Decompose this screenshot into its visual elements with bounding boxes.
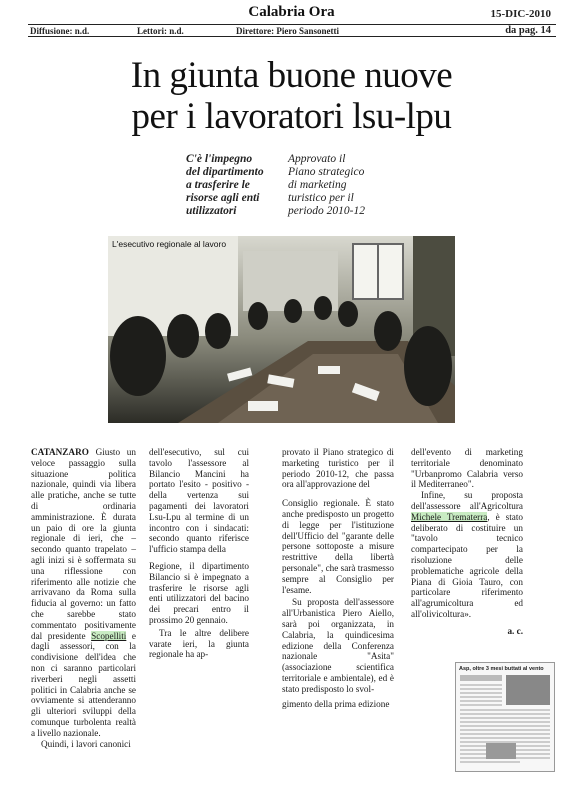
headline-line-1: In giunta buone nuove	[130, 55, 453, 96]
header-rule-bottom	[28, 36, 556, 37]
photo-caption: L'esecutivo regionale al lavoro	[112, 239, 227, 249]
header-rule-top	[28, 24, 556, 25]
article-column-3: provato il Piano strategico di marketing turistico per il periodo 2010-12, che passa ora all'approvazione del Consiglio regionale. È stato anche predisposto un progetto di legge per l'istituzione dell'Ufficio del "garante delle persone sottoposte a misure restrittive della libertà personale", che sarà trasmesso sempre al Consiglio per l'esame. Su proposta dell'assessore all'Urbanistica Piero Aiello, sarà poi organizzata, in Calabria, la quindicesima edizione della Conferenza nazionale "Asita" (associazione scientifica territoriale e ambientale), ed è stato predisposto lo svol- gimento della prima edizione	[282, 447, 394, 709]
issue-date: 15-DIC-2010	[490, 8, 551, 20]
article-column-1: CATANZARO Giusto un veloce passaggio sulla situazione politica nazionale, quindi via libera alle pratiche, anche se tutte di ordinaria amministrazione. È durata un paio di ore la giunta regionale di ieri, che – secondo quanto trapelato – agli inizi si è soffermata su una riflessione con riferimento alle notizie che arrivavano da Roma sulla fiducia al governo: un fatto che sarebbe stato commentato positivamente dal presidente Scopelliti e dagli assessori, con la condivisione dell'idea che non ci saranno particolari riverberi negli assetti politici in Calabria anche se ovviamente si attenderanno gli ulteriori sviluppi della comunque turbolenta realtà a livello nazionale. Quindi, i lavori canonici	[31, 447, 136, 749]
page-thumbnail	[455, 662, 555, 772]
meeting-photo-image	[108, 236, 455, 423]
article-column-2: dell'esecutivo, sul cui tavolo l'assessore al Bilancio Mancini ha portato l'esito - positivo - della vertenza sui pagamenti dei lavoratori Lsu-Lpu al termine di un incontro con i sindacati: secondo quanto riferisce l'ufficio stampa della Regione, il dipartimento Bilancio si è impegnato a trasferire le risorse agli enti utilizzatori del bacino dei precari entro il prossimo 20 gennaio. Tra le altre delibere varate ieri, la giunta regionale ha ap-	[149, 447, 249, 660]
direttore: Direttore: Piero Sansonetti	[236, 26, 339, 36]
article-column-4: dell'evento di marketing territoriale denominato "Urbanpromo Calabria verso il Mediterraneo". Infine, su proposta dell'assessore all'Agricoltura Michele Trematerra, è stato deliberato di costituire un "tavolo tecnico compartecipato per la risoluzione delle problematiche agricole della Piana di Gioia Tauro, con particolare riferimento all'agrumicoltura ed all'olivicoltura». a. c.	[411, 447, 523, 636]
page-ref: da pag. 14	[505, 25, 551, 36]
signature: a. c.	[507, 625, 523, 636]
lettori: Lettori: n.d.	[137, 26, 184, 36]
masthead: Calabria Ora	[248, 4, 335, 20]
subtitle-right: Approvato il Piano strategico di marketing turistico per il periodo 2010-12	[288, 153, 365, 217]
diffusione: Diffusione: n.d.	[30, 26, 90, 36]
highlight-scopelliti: Scopelliti	[91, 630, 127, 641]
headline-line-2: per i lavoratori lsu-lpu	[131, 96, 452, 137]
thumbnail-page-image	[456, 673, 554, 769]
highlight-trematerra: Michele Trematerra	[411, 511, 488, 522]
subtitle-left: C'è l'impegno del dipartimento a trasferire le risorse agli enti utilizzatori	[186, 153, 264, 217]
thumbnail-headline: Asp, oltre 3 mesi buttati al vento	[459, 666, 544, 672]
meeting-photo	[108, 236, 455, 423]
dateline: CATANZARO	[31, 447, 89, 457]
